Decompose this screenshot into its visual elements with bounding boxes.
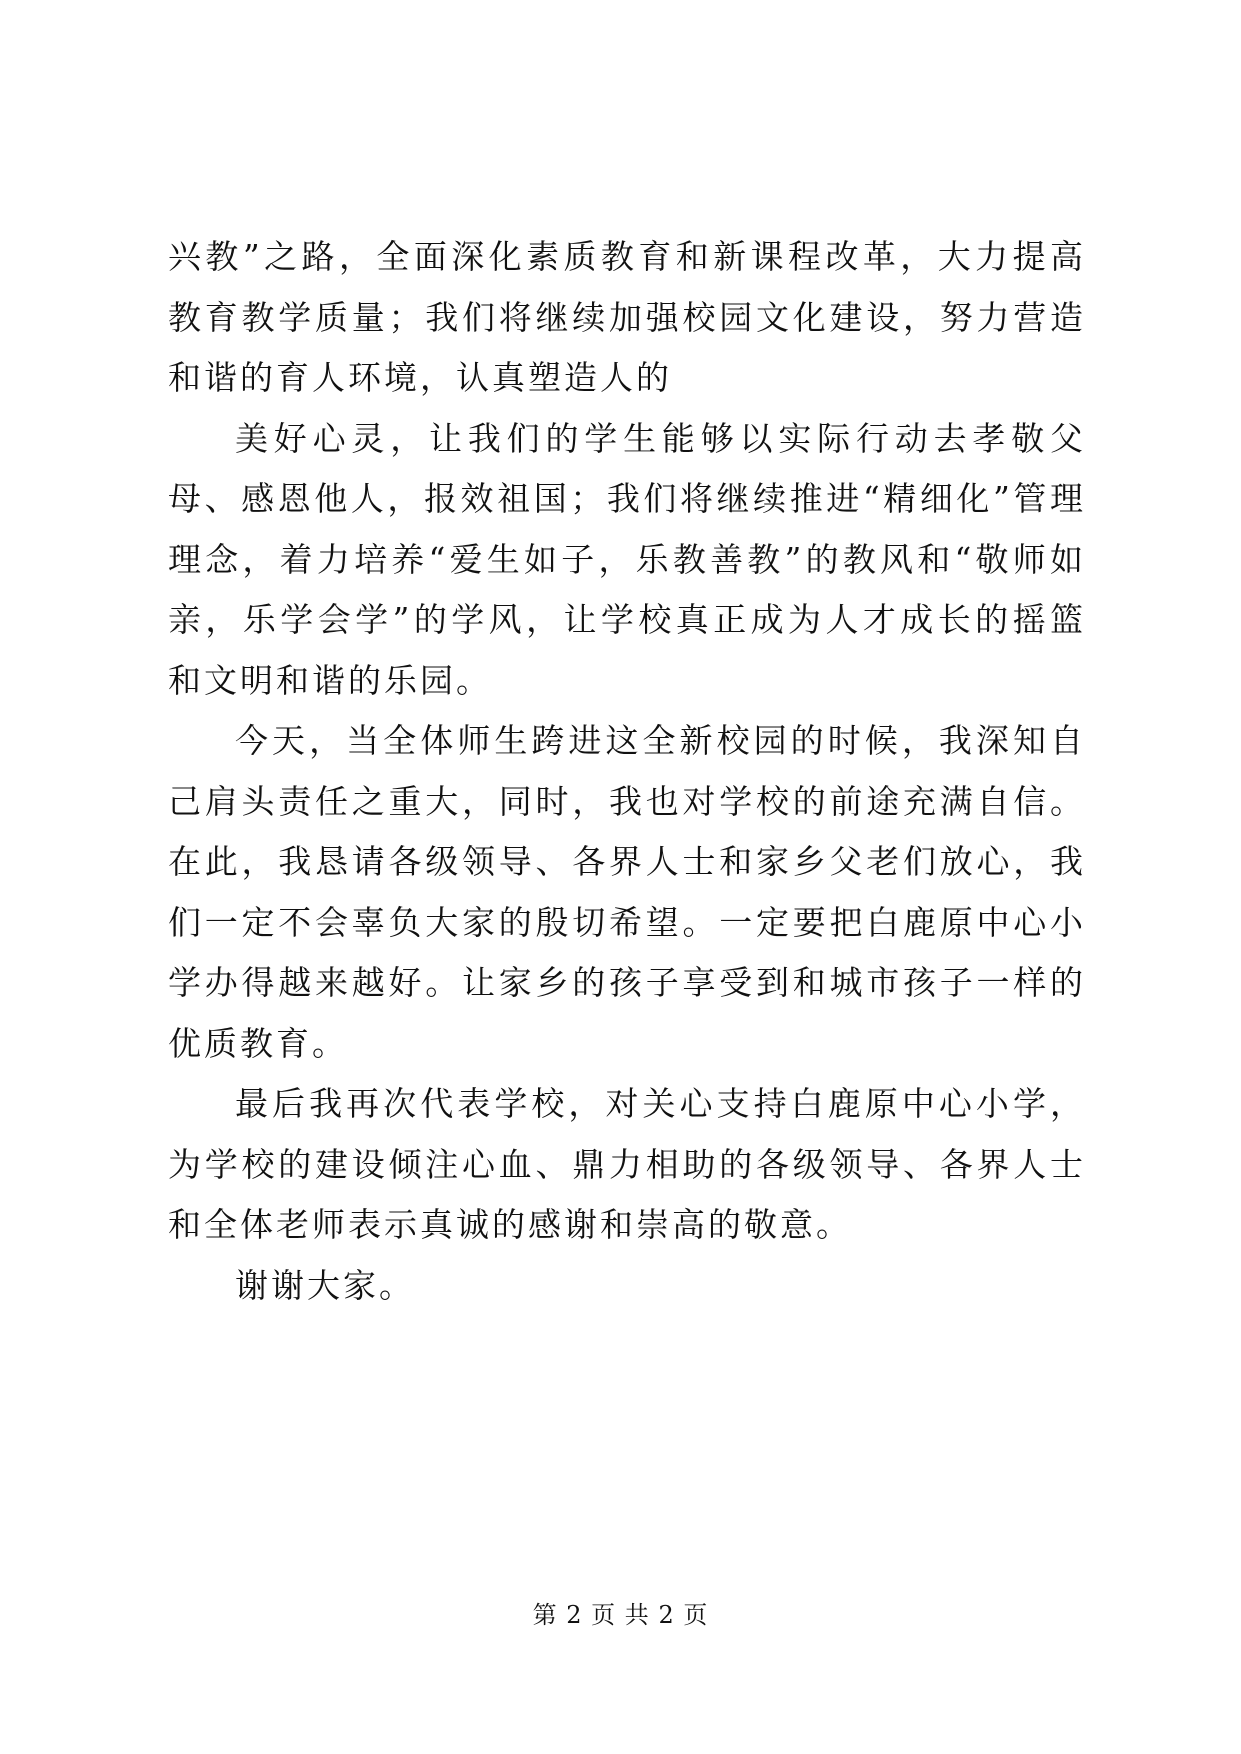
paragraph-4: 最后我再次代表学校，对关心支持白鹿原中心小学，为学校的建设倾注心血、鼎力相助的各级领导、各界人士和全体老师表示真诚的感谢和崇高的敬意。 <box>168 1084 1086 1244</box>
paragraph-2: 美好心灵，让我们的学生能够以实际行动去孝敬父母、感恩他人，报效祖国；我们将继续推进“精细化”管理理念，着力培养“爱生如子，乐教善教”的教风和“敬师如亲，乐学会学”的学风，让学校真正成为人才成长的摇篮和文明和谐的乐园。 <box>168 418 1086 700</box>
page-number-footer: 第 2 页 共 2 页 <box>532 1601 709 1629</box>
paragraph-1: 兴教”之路，全面深化素质教育和新课程改革，大力提高教育教学质量；我们将继续加强校园文化建设，努力营造和谐的育人环境，认真塑造人的 <box>168 237 1086 397</box>
document-body <box>168 227 1086 1316</box>
paragraph-5: 谢谢大家。 <box>235 1265 415 1305</box>
paragraph-3: 今天，当全体师生跨进这全新校园的时候，我深知自己肩头责任之重大，同时，我也对学校的前途充满自信。在此，我恳请各级领导、各界人士和家乡父老们放心，我们一定不会辜负大家的殷切希望。一定要把白鹿原中心小学办得越来越好。让家乡的孩子享受到和城市孩子一样的优质教育。 <box>168 721 1086 1063</box>
